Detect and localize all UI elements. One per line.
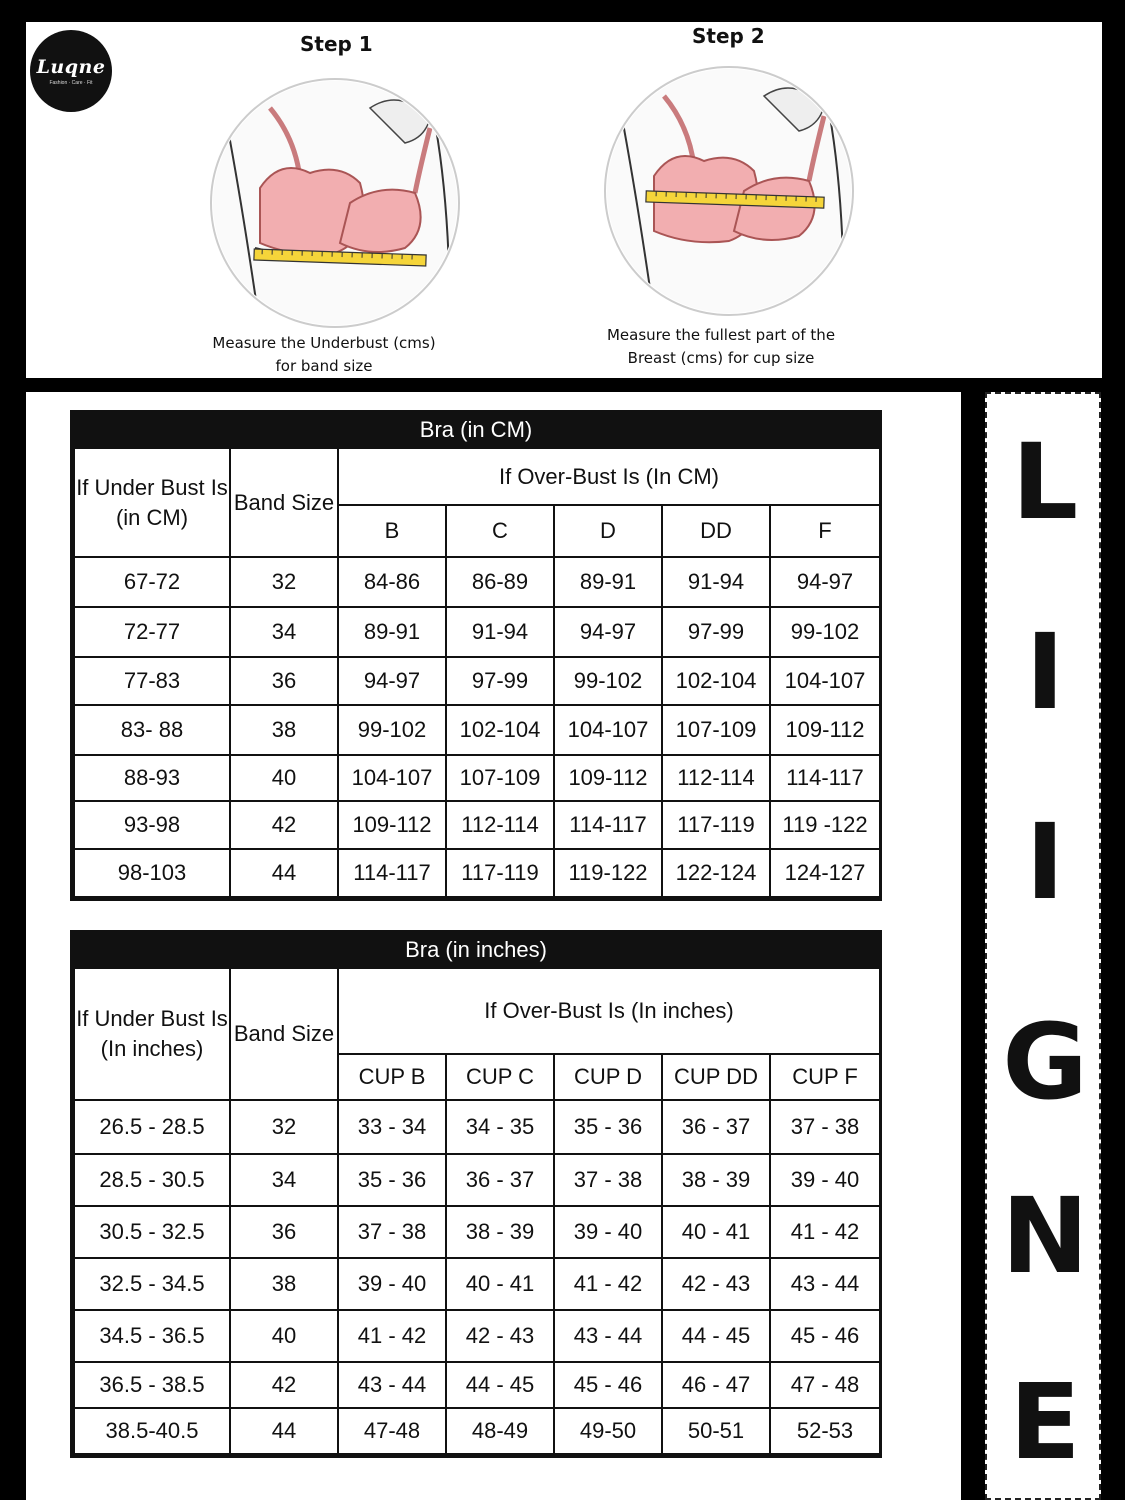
table-cell: 34.5 - 36.5 — [74, 1310, 230, 1362]
table-cell: 47-48 — [338, 1408, 446, 1454]
table-cell: 43 - 44 — [770, 1258, 880, 1310]
cm-band-size-header: Band Size — [230, 448, 338, 557]
step-2-caption-line-2: Breast (cms) for cup size — [627, 349, 815, 367]
table-cell: 86-89 — [446, 557, 554, 607]
brand-logo — [30, 30, 112, 112]
table-cell: 36 — [230, 657, 338, 705]
inch-size-table — [73, 967, 881, 1455]
logo-brand-text: Luqne — [36, 56, 106, 78]
table-cell: 99-102 — [770, 607, 880, 657]
table-cell: 114-117 — [338, 849, 446, 897]
inch-cup-header: CUP F — [770, 1054, 880, 1100]
table-cell: 44 — [230, 1408, 338, 1454]
table-cell: 32 — [230, 557, 338, 607]
table-cell: 117-119 — [446, 849, 554, 897]
step-1-caption-line-2: for band size — [275, 357, 373, 375]
underbust-measure-illustration — [200, 68, 470, 348]
table-cell: 89-91 — [554, 557, 662, 607]
table-cell: 43 - 44 — [554, 1310, 662, 1362]
table-cell: 42 — [230, 801, 338, 849]
table-cell: 38.5-40.5 — [74, 1408, 230, 1454]
table-cell: 41 - 42 — [770, 1206, 880, 1258]
table-cell: 40 - 41 — [662, 1206, 770, 1258]
table-cell: 28.5 - 30.5 — [74, 1154, 230, 1206]
table-cell: 109-112 — [338, 801, 446, 849]
table-cell: 109-112 — [770, 705, 880, 755]
table-cell: 42 - 43 — [662, 1258, 770, 1310]
table-cell: 41 - 42 — [554, 1258, 662, 1310]
step-1-title: Step 1 — [300, 32, 373, 56]
table-row — [74, 1154, 880, 1206]
table-cell: 35 - 36 — [338, 1154, 446, 1206]
table-cell: 122-124 — [662, 849, 770, 897]
cm-under-bust-header: If Under Bust Is (in CM) — [74, 448, 230, 557]
table-cell: 99-102 — [338, 705, 446, 755]
table-cell: 104-107 — [338, 755, 446, 801]
table-row — [74, 557, 880, 607]
table-cell: 40 — [230, 755, 338, 801]
table-cell: 91-94 — [662, 557, 770, 607]
table-row — [74, 801, 880, 849]
table-cell: 26.5 - 28.5 — [74, 1100, 230, 1154]
table-cell: 52-53 — [770, 1408, 880, 1454]
table-cell: 88-93 — [74, 755, 230, 801]
table-row — [74, 705, 880, 755]
inch-cup-header: CUP C — [446, 1054, 554, 1100]
table-cell: 39 - 40 — [770, 1154, 880, 1206]
table-row — [74, 849, 880, 897]
table-cell: 38 - 39 — [446, 1206, 554, 1258]
inch-over-bust-header: If Over-Bust Is (In inches) — [338, 968, 880, 1054]
table-cell: 38 - 39 — [662, 1154, 770, 1206]
brand-letter: I — [1025, 611, 1065, 733]
table-cell: 45 - 46 — [770, 1310, 880, 1362]
table-cell: 38 — [230, 1258, 338, 1310]
inch-band-size-header: Band Size — [230, 968, 338, 1100]
table-cell: 97-99 — [446, 657, 554, 705]
table-cell: 104-107 — [770, 657, 880, 705]
table-cell: 50-51 — [662, 1408, 770, 1454]
table-cell: 36.5 - 38.5 — [74, 1362, 230, 1408]
table-cell: 67-72 — [74, 557, 230, 607]
table-cell: 33 - 34 — [338, 1100, 446, 1154]
table-cell: 102-104 — [446, 705, 554, 755]
table-cell: 34 - 35 — [446, 1100, 554, 1154]
table-cell: 99-102 — [554, 657, 662, 705]
cm-table-title: Bra (in CM) — [73, 413, 879, 447]
cm-over-bust-header: If Over-Bust Is (In CM) — [338, 448, 880, 505]
table-cell: 93-98 — [74, 801, 230, 849]
table-cell: 36 - 37 — [446, 1154, 554, 1206]
table-cell: 30.5 - 32.5 — [74, 1206, 230, 1258]
inch-cup-header: CUP D — [554, 1054, 662, 1100]
table-cell: 32.5 - 34.5 — [74, 1258, 230, 1310]
table-cell: 44 — [230, 849, 338, 897]
table-row — [74, 755, 880, 801]
table-row — [74, 1362, 880, 1408]
inch-table-title: Bra (in inches) — [73, 933, 879, 967]
table-cell: 32 — [230, 1100, 338, 1154]
table-cell: 112-114 — [662, 755, 770, 801]
step-2-caption — [571, 324, 871, 370]
table-cell: 114-117 — [554, 801, 662, 849]
brand-letter: G — [1002, 1001, 1088, 1123]
table-cell: 37 - 38 — [338, 1206, 446, 1258]
table-cell: 37 - 38 — [554, 1154, 662, 1206]
table-cell: 35 - 36 — [554, 1100, 662, 1154]
table-cell: 98-103 — [74, 849, 230, 897]
table-cell: 114-117 — [770, 755, 880, 801]
table-cell: 44 - 45 — [446, 1362, 554, 1408]
table-row — [74, 1206, 880, 1258]
table-row — [74, 1310, 880, 1362]
table-cell: 83- 88 — [74, 705, 230, 755]
table-cell: 47 - 48 — [770, 1362, 880, 1408]
cm-size-table — [73, 447, 881, 898]
table-cell: 48-49 — [446, 1408, 554, 1454]
table-cell: 38 — [230, 705, 338, 755]
table-cell: 94-97 — [770, 557, 880, 607]
step-1-caption-line-1: Measure the Underbust (cms) — [212, 334, 436, 352]
table-cell: 46 - 47 — [662, 1362, 770, 1408]
overbust-measure-illustration — [594, 56, 864, 336]
step-1-caption — [174, 332, 474, 378]
cm-cup-header: C — [446, 505, 554, 557]
table-cell: 97-99 — [662, 607, 770, 657]
table-cell: 42 — [230, 1362, 338, 1408]
table-cell: 72-77 — [74, 607, 230, 657]
table-cell: 34 — [230, 607, 338, 657]
inch-cup-header: CUP B — [338, 1054, 446, 1100]
table-cell: 94-97 — [554, 607, 662, 657]
table-cell: 39 - 40 — [554, 1206, 662, 1258]
logo-tagline: Fashion · Care · Fit — [49, 80, 93, 86]
table-cell: 119-122 — [554, 849, 662, 897]
table-cell: 109-112 — [554, 755, 662, 801]
table-cell: 44 - 45 — [662, 1310, 770, 1362]
table-row — [74, 657, 880, 705]
table-cell: 49-50 — [554, 1408, 662, 1454]
table-cell: 34 — [230, 1154, 338, 1206]
table-cell: 107-109 — [662, 705, 770, 755]
table-cell: 89-91 — [338, 607, 446, 657]
cm-cup-header: F — [770, 505, 880, 557]
table-row — [74, 1258, 880, 1310]
table-row — [74, 1408, 880, 1454]
table-cell: 84-86 — [338, 557, 446, 607]
cm-size-table-block — [70, 410, 882, 901]
table-cell: 36 - 37 — [662, 1100, 770, 1154]
brand-letter: L — [1011, 421, 1079, 543]
table-cell: 41 - 42 — [338, 1310, 446, 1362]
table-cell: 39 - 40 — [338, 1258, 446, 1310]
table-cell: 91-94 — [446, 607, 554, 657]
table-cell: 40 — [230, 1310, 338, 1362]
size-chart-panel — [26, 392, 961, 1500]
table-row — [74, 1100, 880, 1154]
step-2-title: Step 2 — [692, 24, 765, 48]
measurement-guide-panel — [26, 22, 1102, 378]
inch-under-bust-header: If Under Bust Is (In inches) — [74, 968, 230, 1100]
brand-letter: N — [1001, 1175, 1089, 1297]
inch-size-table-block — [70, 930, 882, 1458]
table-cell: 42 - 43 — [446, 1310, 554, 1362]
step-2-caption-line-1: Measure the fullest part of the — [606, 326, 836, 344]
table-cell: 45 - 46 — [554, 1362, 662, 1408]
brand-letter: I — [1025, 801, 1065, 923]
brand-letter: E — [1009, 1361, 1081, 1483]
table-cell: 119 -122 — [770, 801, 880, 849]
cm-cup-header: B — [338, 505, 446, 557]
table-row — [74, 607, 880, 657]
vertical-brand-strip — [985, 392, 1101, 1500]
table-cell: 43 - 44 — [338, 1362, 446, 1408]
table-cell: 112-114 — [446, 801, 554, 849]
table-cell: 40 - 41 — [446, 1258, 554, 1310]
cm-cup-header: DD — [662, 505, 770, 557]
table-cell: 107-109 — [446, 755, 554, 801]
table-cell: 117-119 — [662, 801, 770, 849]
table-cell: 37 - 38 — [770, 1100, 880, 1154]
table-cell: 36 — [230, 1206, 338, 1258]
table-cell: 104-107 — [554, 705, 662, 755]
table-cell: 77-83 — [74, 657, 230, 705]
table-cell: 124-127 — [770, 849, 880, 897]
table-cell: 102-104 — [662, 657, 770, 705]
cm-cup-header: D — [554, 505, 662, 557]
table-cell: 94-97 — [338, 657, 446, 705]
inch-cup-header: CUP DD — [662, 1054, 770, 1100]
